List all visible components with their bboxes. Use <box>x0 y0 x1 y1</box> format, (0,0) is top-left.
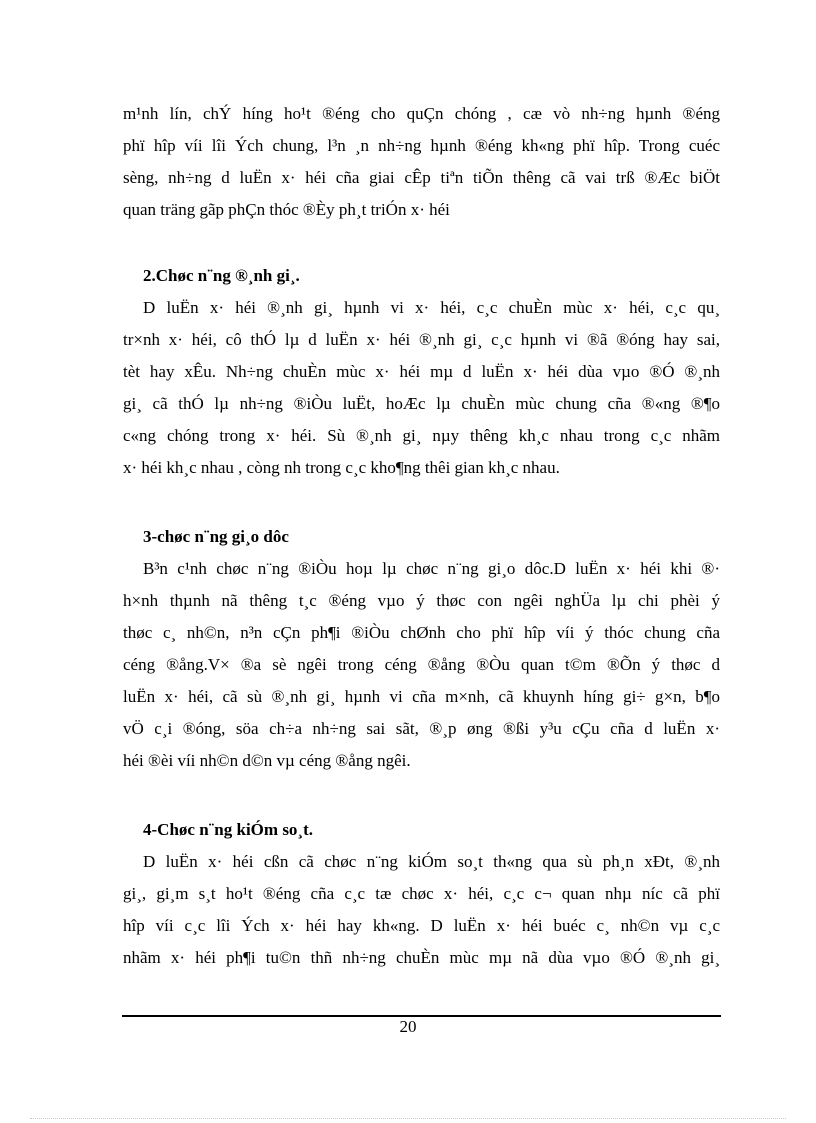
section-2-heading: 2.Chøc n¨ng ®¸nh gi¸. <box>143 266 300 285</box>
section-2-paragraph <box>123 292 720 484</box>
text-line: B³n c¹nh chøc n¨ng ®iÒu hoµ lµ chøc n¨ng gi¸o dôc.D luËn x· héi khi ®· <box>143 559 720 578</box>
document-page <box>123 98 720 974</box>
text-line: héi ®èi víi nh©n d©n vµ céng ®ång ngêi. <box>123 751 411 770</box>
text-line: quan träng gãp phÇn thóc ®Èy ph¸t triÓn x· héi <box>123 200 450 219</box>
text-line: hîp víi c¸c lîi Ých x· héi hay kh«ng. D luËn x· héi buéc c¸ nh©n vµ c¸c <box>123 916 720 935</box>
text-line: D luËn x· héi cßn cã chøc n¨ng kiÓm so¸t th«ng qua sù ph¸n xÐt, ®¸nh <box>143 852 720 871</box>
text-line: x· héi kh¸c nhau , còng nh trong c¸c kho¶ng thêi gian kh¸c nhau. <box>123 458 560 477</box>
text-line: nhãm x· héi ph¶i tu©n thñ nh÷ng chuÈn mùc mµ nã dùa vµo ®Ó ®¸nh gi¸ <box>123 948 720 967</box>
page-number: 20 <box>399 1017 417 1036</box>
text-line: gi¸, gi¸m s¸t ho¹t ®éng cña c¸c tæ chøc x· héi, c¸c c¬ quan nhµ níc cã phï <box>123 884 720 903</box>
section-4-paragraph <box>123 846 720 974</box>
text-line: phï hîp víi lîi Ých chung, l³n ¸n nh÷ng hµnh ®éng kh«ng phï hîp. Trong cuéc <box>123 136 720 155</box>
section-3-heading: 3-chøc n¨ng gi¸o dôc <box>143 527 289 546</box>
section-3-paragraph <box>123 553 720 777</box>
text-line: thøc c¸ nh©n, n³n cÇn ph¶i ®iÒu chØnh cho phï hîp víi ý thóc chung cña <box>123 623 720 642</box>
text-line: D luËn x· héi ®¸nh gi¸ hµnh vi x· héi, c¸c chuÈn mùc x· héi, c¸c qu¸ <box>143 298 720 317</box>
text-line: h×nh thµnh nã thêng t¸c ®éng vµo ý thøc con ngêi nghÜa lµ chi phèi ý <box>123 591 720 610</box>
text-line: céng ®ång.V× ®a sè ngêi trong céng ®ång ®Òu quan t©m ®Õn ý thøc d <box>123 655 720 674</box>
section-4-heading: 4-Chøc n¨ng kiÓm so¸t. <box>143 820 314 839</box>
page-edge-divider <box>30 1118 786 1119</box>
text-line: tr×nh x· héi, cô thÓ lµ d luËn x· héi ®¸nh gi¸ c¸c hµnh vi ®ã ®óng hay sai, <box>123 330 720 349</box>
text-line: gi¸ cã thÓ lµ nh÷ng ®iÒu luËt, hoÆc lµ chuÈn mùc chung cña ®«ng ®¶o <box>123 394 720 413</box>
text-line: c«ng chóng trong x· héi. Sù ®¸nh gi¸ nµy thêng kh¸c nhau trong c¸c nhãm <box>123 426 720 445</box>
text-line: vÖ c¸i ®óng, söa ch÷a nh÷ng sai sãt, ®¸p øng ®ßi y³u cÇu cña d luËn x· <box>123 719 720 738</box>
text-line: m¹nh lín, chÝ híng ho¹t ®éng cho quÇn chóng , cæ vò nh÷ng hµnh ®éng <box>123 104 720 123</box>
text-line: sèng, nh÷ng d luËn x· héi cña giai cÊp tiªn tiÕn thêng cã vai trß ®Æc biÖt <box>123 168 720 187</box>
text-line: tèt hay xÊu. Nh÷ng chuÈn mùc x· héi mµ d luËn x· héi dùa vµo ®Ó ®¸nh <box>123 362 720 381</box>
text-line: luËn x· héi, cã sù ®¸nh gi¸ hµnh vi cña m×nh, cã khuynh híng gi÷ g×n, b¶o <box>123 687 720 706</box>
intro-paragraph <box>123 98 720 226</box>
